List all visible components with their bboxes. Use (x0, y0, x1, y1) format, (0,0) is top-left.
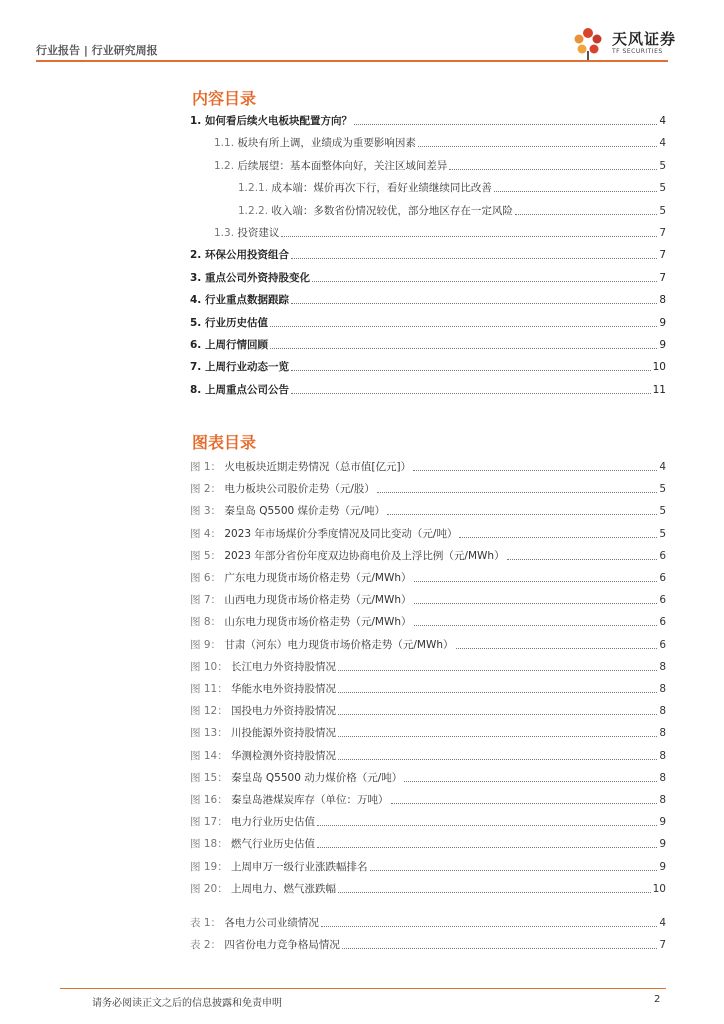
toc-entry-page: 5 (659, 527, 666, 540)
dot-leader (342, 948, 657, 949)
toc-entry-text: 长江电力外资持股情况 (231, 660, 337, 673)
toc-entry-number: 图 6： (190, 572, 222, 584)
toc-entry-text: 上周行情回顾 (204, 339, 268, 351)
dot-leader (413, 470, 657, 471)
toc-entry-label (190, 837, 315, 851)
brand-logo (568, 24, 678, 62)
toc-entry-page: 9 (659, 316, 666, 329)
dot-leader (354, 124, 657, 125)
toc-entry-text: 上周电力、燃气涨跌幅 (231, 882, 337, 895)
toc-entry-text: 国投电力外资持股情况 (231, 705, 337, 718)
toc-entry-text: 山西电力现货市场价格走势（元/MWh） (224, 594, 412, 607)
toc-entry-label (190, 638, 454, 652)
toc-entry[interactable] (190, 589, 666, 607)
dot-leader (338, 892, 651, 893)
toc-entry-label (238, 181, 492, 195)
toc-entry-number: 1.2.2. (238, 204, 269, 217)
dot-leader (317, 825, 657, 826)
toc-entry-text: 如何看后续火电板块配置方向？ (204, 115, 352, 127)
toc-entry[interactable] (190, 289, 666, 307)
toc-entry-number: 1.3. (214, 227, 235, 239)
dot-leader (338, 692, 657, 693)
dot-leader (507, 559, 658, 560)
toc-entry-label (190, 527, 457, 541)
toc-entry-label (190, 460, 411, 474)
toc-entry-label (190, 504, 385, 518)
toc-entry[interactable] (190, 856, 666, 874)
toc-entry-number: 图 5： (190, 549, 222, 562)
toc-entry-number: 2. (190, 249, 202, 262)
toc-entry-page: 9 (659, 339, 666, 351)
dot-leader (459, 537, 657, 538)
toc-entry-page: 6 (659, 549, 666, 562)
dot-leader (270, 348, 657, 349)
toc-entry-text: 华测检测外资持股情况 (231, 749, 337, 762)
toc-entry[interactable] (190, 833, 666, 851)
toc-entry-label (190, 383, 289, 397)
report-type: 行业报告 | 行业研究周报 (36, 44, 158, 57)
toc-entry-text: 电力板块公司股价走势（元/股） (224, 483, 375, 496)
toc-entry[interactable] (190, 500, 666, 518)
toc-entry-page: 6 (659, 638, 666, 651)
toc-entry[interactable] (190, 545, 666, 563)
toc-entry-page: 8 (659, 660, 666, 673)
toc-entry-page: 8 (659, 749, 666, 762)
dot-leader (291, 393, 651, 394)
toc-entry-number: 3. (190, 271, 202, 284)
toc-entry-number: 图 9： (190, 638, 222, 651)
toc-entry[interactable] (190, 267, 666, 285)
toc-entry[interactable] (190, 222, 666, 240)
dot-leader (449, 169, 657, 170)
toc-entry-text: 行业重点数据跟踪 (204, 294, 289, 307)
toc-entry-page: 5 (659, 204, 666, 217)
figures-title: 图表目录 (192, 433, 257, 452)
toc-entry-number: 图 8： (190, 616, 222, 629)
toc-entry-page: 6 (659, 572, 666, 584)
toc-entry-number: 7. (190, 361, 202, 374)
toc-entry-page: 8 (659, 705, 666, 718)
dot-leader (456, 648, 658, 649)
toc-entry-text: 火电板块近期走势情况（总市值[亿元]） (224, 461, 412, 473)
toc-entry-number: 表 1： (190, 917, 222, 929)
toc-entry-page: 8 (659, 771, 666, 784)
toc-entry-number: 1. (190, 115, 202, 127)
dot-leader (281, 236, 657, 237)
toc-entry[interactable] (190, 634, 666, 652)
toc-entry-number: 图 17： (190, 816, 228, 829)
toc-entry-number: 图 12： (190, 705, 228, 718)
toc-entry-number: 图 15： (190, 771, 228, 784)
toc-entry-text: 重点公司外资持股变化 (204, 271, 310, 284)
toc-entry-number: 图 19： (190, 860, 228, 873)
toc-entry[interactable] (190, 789, 666, 807)
toc-entry[interactable] (190, 611, 666, 629)
toc-entry-label (190, 860, 368, 874)
toc-entry-number: 图 7： (190, 594, 222, 607)
brand-name: 天风证券 (612, 30, 677, 48)
toc-entry-number: 1.2. (214, 159, 235, 172)
toc-entry-label (190, 571, 412, 585)
toc-entry-label (190, 749, 336, 763)
dot-leader (321, 926, 657, 927)
dot-leader (391, 803, 658, 804)
toc-entry-label (190, 704, 336, 718)
toc-entry-text: 秦皇岛 Q5500 动力煤价格（元/吨） (231, 771, 403, 784)
header-divider (36, 60, 668, 62)
toc-entry-number: 图 2： (190, 483, 222, 496)
toc-entry[interactable] (190, 379, 666, 397)
toc-entry-page: 5 (659, 505, 666, 518)
toc-entry-page: 10 (652, 882, 666, 895)
toc-entry-text: 上周重点公司公告 (204, 383, 289, 396)
dot-leader (414, 581, 658, 582)
toc-entry-page: 9 (659, 860, 666, 873)
toc-entry[interactable] (190, 811, 666, 829)
toc-entry-label (190, 316, 268, 330)
toc-entry-label (190, 248, 289, 262)
toc-entry-label (214, 226, 279, 240)
dot-leader (338, 670, 657, 671)
toc-entry-label (190, 338, 268, 352)
toc-entry-text: 秦皇岛港煤炭库存（单位：万吨） (231, 794, 389, 806)
footer-disclaimer: 请务必阅读正文之后的信息披露和免责申明 (92, 998, 282, 1009)
brand-name-en: TF SECURITIES (612, 48, 663, 55)
toc-entry-number: 表 2： (190, 939, 222, 952)
dot-leader (338, 714, 657, 715)
toc-entry[interactable] (190, 934, 666, 952)
toc-entry[interactable] (190, 478, 666, 496)
toc-entry-number: 1.2.1. (238, 182, 269, 195)
toc-entry-page: 7 (659, 939, 666, 952)
dot-leader (404, 781, 657, 782)
toc-entry[interactable] (190, 200, 666, 218)
toc-entry-label (190, 916, 319, 930)
toc-entry-page: 4 (659, 137, 666, 150)
dot-leader (291, 370, 651, 371)
toc-entry-number: 图 13： (190, 727, 228, 740)
contents-title: 内容目录 (192, 89, 257, 108)
dot-leader (370, 870, 658, 871)
toc-entry-text: 环保公用投资组合 (204, 249, 289, 262)
toc-entry-number: 图 16： (190, 794, 228, 806)
toc-entry-page: 9 (659, 838, 666, 851)
toc-entry-page: 7 (659, 227, 666, 239)
toc-entry-page: 8 (659, 794, 666, 806)
toc-entry-number: 图 3： (190, 505, 222, 518)
toc-entry-text: 各电力公司业绩情况 (224, 917, 319, 929)
toc-entry[interactable] (190, 745, 666, 763)
dot-leader (418, 146, 657, 147)
toc-entry[interactable] (190, 456, 666, 474)
toc-entry-text: 山东电力现货市场价格走势（元/MWh） (224, 616, 412, 629)
toc-entry-text: 上周行业动态一览 (204, 361, 289, 374)
toc-entry-label (214, 159, 447, 173)
toc-entry[interactable] (190, 767, 666, 785)
footer-divider (60, 988, 666, 989)
dot-leader (494, 191, 657, 192)
toc-entry-number: 4. (190, 294, 202, 307)
toc-entry-number: 图 4： (190, 527, 222, 540)
toc-entry[interactable] (190, 132, 666, 150)
toc-entry[interactable] (190, 177, 666, 195)
toc-entry-text: 2023 年部分省份年度双边协商电价及上浮比例（元/MWh） (224, 549, 505, 562)
dot-leader (414, 625, 658, 626)
toc-entry-label (190, 360, 289, 374)
dot-leader (414, 603, 658, 604)
toc-entry-page: 5 (659, 159, 666, 172)
toc-entry-text: 广东电力现货市场价格走势（元/MWh） (224, 572, 412, 584)
toc-entry-text: 行业历史估值 (204, 316, 268, 329)
flower-logo-icon (568, 24, 608, 62)
toc-entry-label (190, 482, 375, 496)
toc-entry[interactable] (190, 110, 666, 128)
toc-entry-page: 11 (652, 383, 666, 396)
toc-entry-number: 图 18： (190, 838, 228, 851)
toc-entry-text: 秦皇岛 Q5500 煤价走势（元/吨） (224, 505, 386, 518)
toc-entry-number: 图 11： (190, 683, 228, 695)
toc-entry-text: 四省份电力竞争格局情况 (224, 939, 340, 952)
toc-entry-text: 川投能源外资持股情况 (231, 727, 337, 740)
toc-entry-number: 图 20： (190, 882, 228, 895)
toc-entry-number: 1.1. (214, 137, 235, 150)
toc-entry-text: 电力行业历史估值 (231, 816, 316, 829)
toc-entry-label (190, 293, 289, 307)
toc-entry-page: 10 (652, 361, 666, 374)
toc-entry-text: 投资建议 (237, 227, 280, 239)
toc-entry-page: 4 (659, 917, 666, 929)
toc-entry-text: 华能水电外资持股情况 (231, 683, 337, 695)
toc-entry-page: 4 (659, 461, 666, 473)
toc-entry-page: 6 (659, 594, 666, 607)
dot-leader (291, 258, 657, 259)
page-number: 2 (654, 994, 661, 1005)
toc-entry-page: 7 (659, 271, 666, 284)
toc-entry-page: 8 (659, 683, 666, 695)
toc-entry-label (190, 660, 336, 674)
toc-entry-label (190, 726, 336, 740)
toc-entry-page: 4 (659, 115, 666, 127)
dot-leader (312, 281, 657, 282)
toc-entry-label (190, 271, 310, 285)
toc-entry-number: 图 1： (190, 461, 222, 473)
toc-entry-label (190, 771, 402, 785)
toc-entry-label (190, 815, 315, 829)
toc-entry-label (190, 114, 352, 128)
toc-entry-text: 成本端：煤价再次下行，看好业绩继续同比改善 (271, 182, 492, 195)
toc-entry-label (190, 615, 412, 629)
toc-entry-page: 6 (659, 616, 666, 629)
toc-entry[interactable] (190, 523, 666, 541)
toc-entry-label (190, 938, 340, 952)
dot-leader (317, 847, 657, 848)
toc-entry-page: 5 (659, 483, 666, 496)
toc-entry-label (214, 136, 416, 150)
toc-entry[interactable] (190, 334, 666, 352)
toc-entry-number: 5. (190, 316, 202, 329)
toc-entry-text: 后续展望：基本面整体向好，关注区域间差异 (237, 159, 448, 172)
toc-entry-number: 图 14： (190, 749, 228, 762)
toc-entry-text: 燃气行业历史估值 (231, 838, 316, 851)
toc-entry[interactable] (190, 878, 666, 896)
toc-entry-label (190, 882, 336, 896)
dot-leader (291, 303, 657, 304)
toc-entry-page: 8 (659, 727, 666, 740)
dot-leader (270, 326, 657, 327)
toc-entry-label (190, 593, 412, 607)
toc-entry-text: 甘肃（河东）电力现货市场价格走势（元/MWh） (224, 638, 454, 651)
toc-entry[interactable] (190, 155, 666, 173)
toc-entry-text: 上周申万一级行业涨跌幅排名 (231, 860, 368, 873)
toc-entry[interactable] (190, 656, 666, 674)
toc-entry-page: 9 (659, 816, 666, 829)
toc-entry[interactable] (190, 356, 666, 374)
toc-entry-label (190, 549, 505, 563)
toc-entry-label (190, 793, 389, 807)
toc-entry-label (238, 204, 513, 218)
toc-entry-number: 图 10： (190, 660, 228, 673)
toc-entry-text: 2023 年市场煤价分季度情况及同比变动（元/吨） (224, 527, 458, 540)
toc-entry-page: 5 (659, 182, 666, 195)
dot-leader (515, 214, 657, 215)
toc-entry-text: 板块有所上调，业绩成为重要影响因素 (237, 137, 416, 150)
dot-leader (377, 492, 657, 493)
dot-leader (387, 514, 657, 515)
toc-entry[interactable] (190, 722, 666, 740)
dot-leader (338, 736, 657, 737)
toc-entry[interactable] (190, 678, 666, 696)
toc-entry[interactable] (190, 912, 666, 930)
toc-entry-label (190, 682, 336, 696)
toc-entry-number: 6. (190, 339, 202, 351)
toc-entry-number: 8. (190, 383, 202, 396)
toc-entry[interactable] (190, 567, 666, 585)
toc-entry-page: 8 (659, 294, 666, 307)
toc-entry[interactable] (190, 312, 666, 330)
toc-entry[interactable] (190, 244, 666, 262)
toc-entry[interactable] (190, 700, 666, 718)
toc-entry-text: 收入端：多数省份情况较优，部分地区存在一定风险 (271, 204, 513, 217)
toc-entry-page: 7 (659, 249, 666, 262)
dot-leader (338, 759, 657, 760)
